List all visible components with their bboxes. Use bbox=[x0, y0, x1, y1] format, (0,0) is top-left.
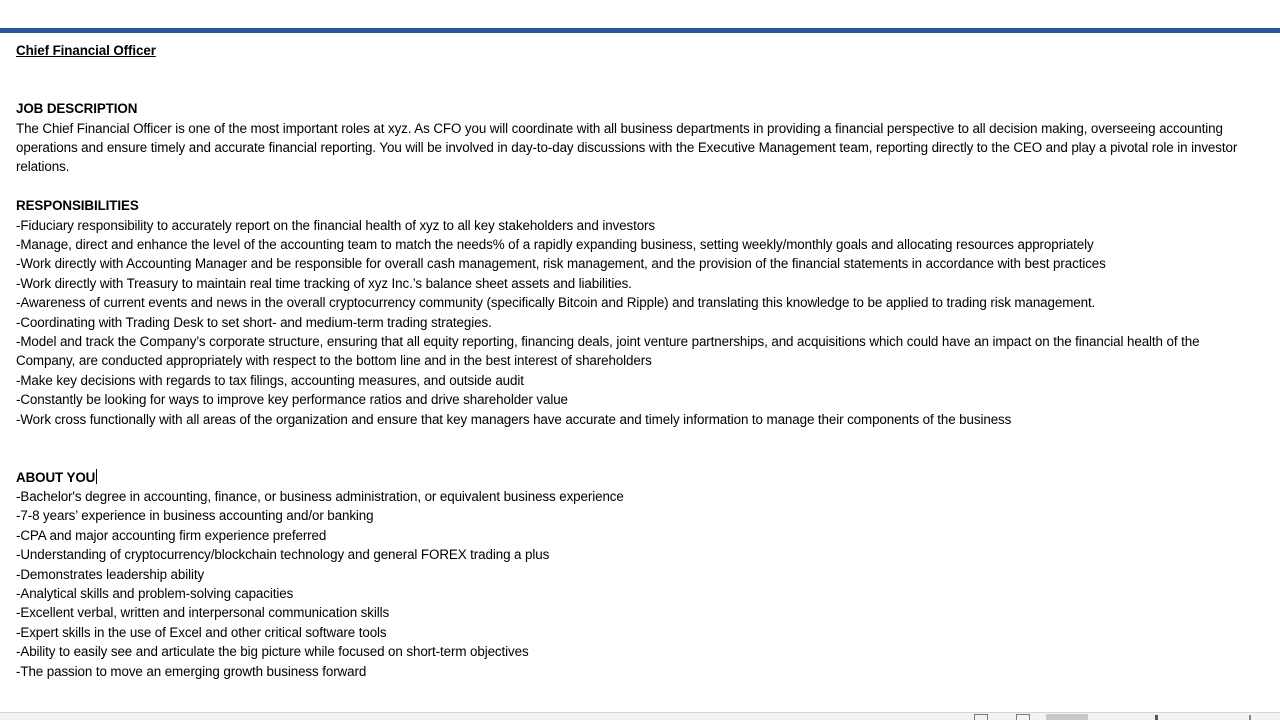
responsibility-item: -Work cross functionally with all areas of the organization and ensure that key managers have accurate and timely information to manage their components of the business bbox=[16, 411, 1012, 427]
page-title: Chief Financial Officer bbox=[16, 43, 156, 58]
web-layout-view-button[interactable] bbox=[1046, 714, 1088, 720]
about-you-item: -Understanding of cryptocurrency/blockchain technology and general FOREX trading a plus bbox=[16, 547, 550, 563]
responsibility-item: -Work directly with Accounting Manager and be responsible for overall cash management, risk management, and the provision of the financial statements in accordance with best practices bbox=[16, 256, 1106, 272]
responsibility-item: -Fiduciary responsibility to accurately report on the financial health of xyz to all key stakeholders and investors bbox=[16, 217, 656, 233]
read-mode-view-button[interactable] bbox=[974, 714, 988, 720]
document-body[interactable] bbox=[16, 41, 1256, 681]
blank-line bbox=[16, 177, 1256, 196]
accent-bar bbox=[0, 28, 1280, 33]
zoom-in-icon[interactable] bbox=[1249, 715, 1251, 720]
about-you-item: -CPA and major accounting firm experience preferred bbox=[16, 527, 327, 543]
blank-line bbox=[16, 448, 1256, 467]
responsibility-item: -Awareness of current events and news in the overall cryptocurrency community (specifically Bitcoin and Ripple) and translating this knowledge to be applied to trading risk management. bbox=[16, 295, 1096, 311]
about-you-item: -Bachelor's degree in accounting, finance, or business administration, or equivalent business experience bbox=[16, 489, 624, 505]
about-you-item: -The passion to move an emerging growth business forward bbox=[16, 663, 367, 679]
responsibility-item: -Work directly with Treasury to maintain real time tracking of xyz Inc.’s balance sheet assets and liabilities. bbox=[16, 275, 632, 291]
responsibility-item: -Constantly be looking for ways to improve key performance ratios and drive shareholder value bbox=[16, 392, 568, 408]
responsibilities-heading: RESPONSIBILITIES bbox=[16, 198, 139, 214]
about-you-item: -Demonstrates leadership ability bbox=[16, 566, 205, 582]
about-you-item: -Excellent verbal, written and interpersonal communication skills bbox=[16, 605, 390, 621]
responsibility-item: -Coordinating with Trading Desk to set short- and medium-term trading strategies. bbox=[16, 314, 492, 330]
about-you-heading-text: ABOUT YOU bbox=[16, 469, 96, 485]
job-description-heading: JOB DESCRIPTION bbox=[16, 101, 138, 117]
blank-line bbox=[16, 80, 1256, 99]
about-you-item: -Expert skills in the use of Excel and other critical software tools bbox=[16, 624, 387, 640]
responsibility-item: -Manage, direct and enhance the level of the accounting team to match the needs% of a rapidly expanding business, setting weekly/monthly goals and allocating resources appropriately bbox=[16, 236, 1094, 252]
responsibility-item: -Model and track the Company’s corporate structure, ensuring that all equity reporting, financing deals, joint venture partnerships, and acquisitions which could have an impact on the financial health of the Company, are conducted appropriately with respect to the bottom line and in the best interest of shareholders bbox=[16, 333, 1200, 369]
blank-line bbox=[16, 429, 1256, 448]
about-you-item: -Ability to easily see and articulate the big picture while focused on short-term objectives bbox=[16, 644, 529, 660]
job-description-text: The Chief Financial Officer is one of the most important roles at xyz. As CFO you will coordinate with all business departments in providing a financial perspective to all decision making, overseeing accounting operations and ensure timely and accurate financial reporting. You will be involved in day-to-day discussions with the Executive Management team, reporting directly to the CEO and play a pivotal role in investor relations. bbox=[16, 120, 1238, 175]
responsibility-item: -Make key decisions with regards to tax filings, accounting measures, and outside audit bbox=[16, 372, 524, 388]
zoom-slider-thumb[interactable] bbox=[1155, 715, 1158, 720]
ribbon-area bbox=[0, 0, 1280, 28]
about-you-item: -Analytical skills and problem-solving capacities bbox=[16, 586, 294, 602]
text-cursor bbox=[96, 469, 97, 484]
about-you-item: -7-8 years’ experience in business accounting and/or banking bbox=[16, 508, 374, 524]
print-layout-view-button[interactable] bbox=[1016, 714, 1030, 720]
status-bar bbox=[0, 712, 1280, 720]
about-you-heading bbox=[16, 468, 1256, 487]
blank-line bbox=[16, 60, 1256, 79]
